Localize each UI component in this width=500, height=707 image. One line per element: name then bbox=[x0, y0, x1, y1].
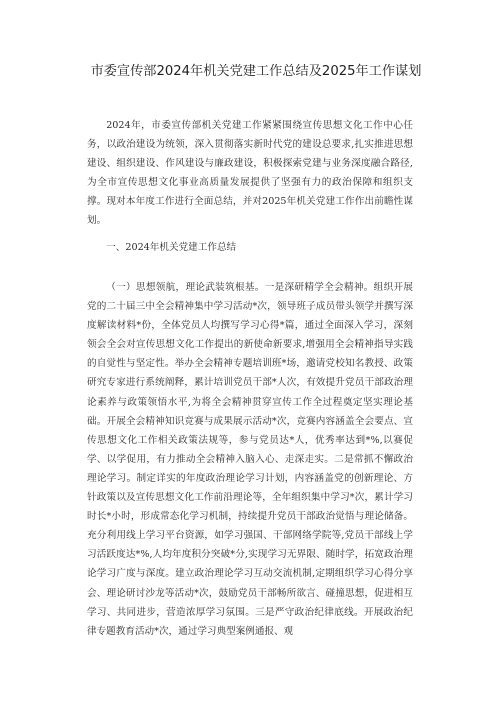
body-paragraph: （一）思想领航，理论武装筑根基。一是深研精学全会精神。组织开展党的二十届三中全会精神集中学习活动*次，领导班子成员带头领学并撰写深度解读材料*份，全体党员人均撰写学习心得*篇，通过全面深入学习，深刻领会全会对宣传思想文化工作提出的新使命新要求,增强用全会精神指导实践的自觉性与坚定性。举办全会精神专题培训班*场，邀请党校知名教授、政策研究专家进行系统阐释，累计培训党员干部*人次，有效提升党员干部政治理论素养与政策领悟水平,为将全会精神贯穿宣传工作全过程奠定坚实理论基础。开展全会精神知识竞赛与成果展示活动*次，竞赛内容涵盖全会要点、宣传思想文化工作相关政策法规等，参与党员达*人，优秀率达到*%,以赛促学、以学促用，有力推动全会精神入脑入心、走深走实。二是常抓不懈政治理论学习。制定详实的年度政治理论学习计划，内容涵盖党的创新理论、方针政策以及宣传思想文化工作前沿理论等，全年组织集中学习*次，累计学习时长*小时，形成常态化学习机制，持续提升党员干部政治觉悟与理论储备。充分利用线上学习平台资源，如学习强国、干部网络学院等,党员干部线上学习活跃度达*%,人均年度积分突破*分,实现学习无界限、随时学，拓宽政治理论学习广度与深度。建立政治理论学习互动交流机制,定期组织学习心得分享会、理论研讨沙龙等活动*次，鼓励党员干部畅所欲言、碰撞思想，促进相互学习、共同进步，营造浓厚学习氛围。三是严守政治纪律底线。开展政治纪律专题教育活动*次，通过学习典型案例通报、观 bbox=[87, 282, 413, 637]
document-title: 市委宣传部2024年机关党建工作总结及2025年工作谋划 bbox=[90, 64, 422, 79]
intro-paragraph: 2024年，市委宣传部机关党建工作紧紧围绕宣传思想文化工作中心任务，以政治建设为统领，深入贯彻落实新时代党的建设总要求,扎实推进思想建设、组织建设、作风建设与廉政建设，积极探索党建与业务深度融合路径,为全市宣传思想文化事业高质量发展提供了坚强有力的政治保障和组织支撑。现对本年度工作进行全面总结，并对2025年机关党建工作作出前瞻性谋划。 bbox=[87, 120, 413, 227]
section-heading: 一、2024年机关党建工作总结 bbox=[106, 242, 237, 253]
